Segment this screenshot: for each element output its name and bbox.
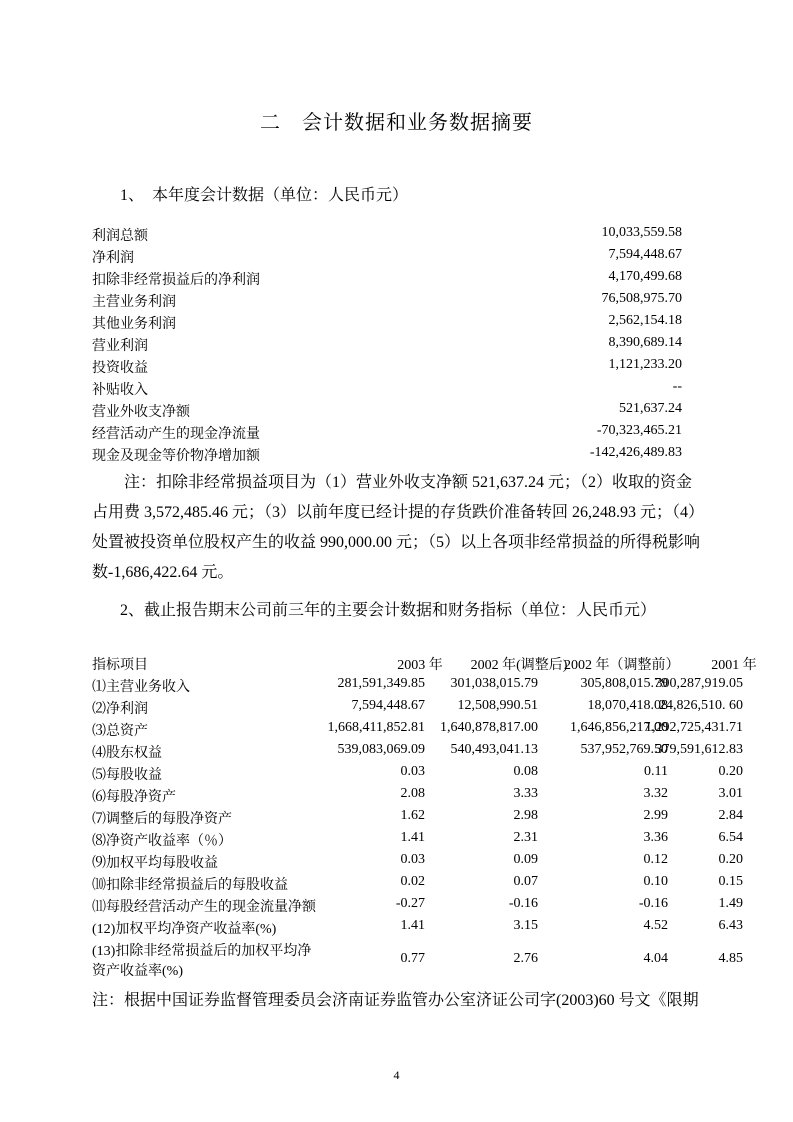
value-cell: 12,508,990.51 bbox=[457, 698, 538, 713]
value-cell: 6.54 bbox=[718, 830, 743, 845]
row-label: ⑹每股净资产 bbox=[92, 790, 176, 805]
value-cell: 1,640,878,817.00 bbox=[440, 720, 538, 735]
value-cell: 1,292,725,431.71 bbox=[645, 720, 743, 735]
row-label: 利润总额 bbox=[92, 229, 148, 244]
value-cell: 3.01 bbox=[718, 786, 743, 801]
row-label: 营业外收支净额 bbox=[92, 405, 190, 420]
value-cell: 0.08 bbox=[513, 764, 538, 779]
value-cell: 379,591,612.83 bbox=[655, 742, 743, 757]
table-row bbox=[92, 335, 682, 357]
value-cell: 0.20 bbox=[718, 852, 743, 867]
row-value: 7,594,448.67 bbox=[608, 247, 682, 262]
row-label: ⑼加权平均每股收益 bbox=[92, 856, 218, 871]
value-cell: 3.15 bbox=[513, 918, 538, 933]
value-cell: 2.31 bbox=[513, 830, 538, 845]
row-label: ⑶总资产 bbox=[92, 724, 148, 739]
row-value: 521,637.24 bbox=[619, 401, 682, 416]
value-cell: 4.85 bbox=[718, 951, 743, 966]
value-cell: 305,808,015.79 bbox=[580, 676, 668, 691]
table-row bbox=[92, 764, 742, 786]
row-label: 净利润 bbox=[92, 251, 134, 266]
table-row bbox=[92, 896, 742, 918]
value-cell: 3.33 bbox=[513, 786, 538, 801]
value-cell: -0.16 bbox=[638, 896, 668, 911]
value-cell: 3.36 bbox=[643, 830, 668, 845]
value-cell: 1.62 bbox=[400, 808, 425, 823]
table-header-row bbox=[92, 654, 757, 676]
row-label: ⑴主营业务收入 bbox=[92, 680, 190, 695]
value-cell: 3.32 bbox=[643, 786, 668, 801]
row-label: ⑺调整后的每股净资产 bbox=[92, 812, 232, 827]
value-cell: 0.77 bbox=[400, 951, 425, 966]
value-cell: 0.20 bbox=[718, 764, 743, 779]
header-cell: 2001 年 bbox=[711, 658, 757, 673]
value-cell: 0.11 bbox=[644, 764, 668, 779]
note-line: 注：扣除非经常损益项目为（1）营业外收支净额 521,637.24 元；（2）收取的资金 bbox=[92, 474, 693, 491]
row-value: 76,508,975.70 bbox=[601, 291, 682, 306]
table-row bbox=[92, 852, 742, 874]
value-cell: 301,038,015.79 bbox=[450, 676, 538, 691]
note-line: 数-1,686,422.64 元。 bbox=[92, 564, 234, 581]
table-row bbox=[92, 786, 742, 808]
value-cell: 1.41 bbox=[400, 830, 425, 845]
value-cell: 18,070,418.08 bbox=[587, 698, 668, 713]
value-cell: 0.09 bbox=[513, 852, 538, 867]
table-row bbox=[92, 445, 682, 467]
value-cell: 0.03 bbox=[400, 764, 425, 779]
header-cell: 2002 年（调整前） bbox=[564, 658, 680, 673]
value-cell: 300,287,919.05 bbox=[655, 676, 743, 691]
value-cell: 24,826,510. 60 bbox=[659, 698, 743, 713]
row-label: (12)加权平均净资产收益率(%) bbox=[92, 922, 277, 937]
table-row bbox=[92, 225, 682, 247]
row-label: ⑾每股经营活动产生的现金流量净额 bbox=[92, 900, 316, 915]
value-cell: 1.41 bbox=[400, 918, 425, 933]
table-row bbox=[92, 808, 742, 830]
table-row bbox=[92, 357, 682, 379]
note-line: 占用费 3,572,485.46 元；（3）以前年度已经计提的存货跌价准备转回 26,248.93 元；（4） bbox=[92, 504, 705, 521]
value-cell: 0.12 bbox=[643, 852, 668, 867]
value-cell: -0.27 bbox=[395, 896, 425, 911]
table-row bbox=[92, 291, 682, 313]
row-label: (13)扣除非经常损益后的加权平均净 bbox=[92, 944, 312, 959]
value-cell: 1,646,856,217.00 bbox=[570, 720, 668, 735]
value-cell: 0.03 bbox=[400, 852, 425, 867]
row-value: 1,121,233.20 bbox=[608, 357, 682, 372]
table-row bbox=[92, 269, 682, 291]
table-row bbox=[92, 379, 682, 401]
value-cell: 2.98 bbox=[513, 808, 538, 823]
row-label: ⑵净利润 bbox=[92, 702, 148, 717]
row-label-cont: 资产收益率(%) bbox=[92, 964, 183, 979]
value-cell: 6.43 bbox=[718, 918, 743, 933]
row-value: 8,390,689.14 bbox=[608, 335, 682, 350]
value-cell: 2.08 bbox=[400, 786, 425, 801]
value-cell: 539,083,069.09 bbox=[337, 742, 425, 757]
section1-heading: 1、 本年度会计数据（单位：人民币元） bbox=[120, 187, 409, 204]
section2-heading: 2、截止报告期末公司前三年的主要会计数据和财务指标（单位：人民币元） bbox=[120, 602, 657, 619]
header-cell: 2003 年 bbox=[397, 658, 443, 673]
value-cell: 537,952,769.50 bbox=[580, 742, 668, 757]
table-row bbox=[92, 401, 682, 423]
row-label: ⑽扣除非经常损益后的每股收益 bbox=[92, 878, 288, 893]
value-cell: 281,591,349.85 bbox=[337, 676, 425, 691]
row-label: 现金及现金等价物净增加额 bbox=[92, 449, 260, 464]
table-row bbox=[92, 313, 682, 335]
value-cell: 1.49 bbox=[718, 896, 743, 911]
table-row bbox=[92, 940, 742, 984]
row-label: 营业利润 bbox=[92, 339, 148, 354]
row-label: 主营业务利润 bbox=[92, 295, 176, 310]
row-label: 其他业务利润 bbox=[92, 317, 176, 332]
row-label: ⑸每股收益 bbox=[92, 768, 162, 783]
table-row bbox=[92, 742, 742, 764]
value-cell: 2.84 bbox=[718, 808, 743, 823]
value-cell: 4.52 bbox=[643, 918, 668, 933]
row-value: 10,033,559.58 bbox=[601, 225, 682, 240]
value-cell: 1,668,411,852.81 bbox=[327, 720, 425, 735]
table-row bbox=[92, 830, 742, 852]
section2-note: 注：根据中国证券监督管理委员会济南证券监管办公室济证公司字(2003)60 号文《限期 bbox=[92, 992, 699, 1009]
value-cell: 2.76 bbox=[513, 951, 538, 966]
header-cell: 指标项目 bbox=[92, 658, 148, 673]
row-label: ⑷股东权益 bbox=[92, 746, 162, 761]
value-cell: 2.99 bbox=[643, 808, 668, 823]
table-row bbox=[92, 720, 742, 742]
table-row bbox=[92, 698, 742, 720]
value-cell: 4.04 bbox=[643, 951, 668, 966]
value-cell: -0.16 bbox=[508, 896, 538, 911]
row-label: 投资收益 bbox=[92, 361, 148, 376]
note-line: 处置被投资单位股权产生的收益 990,000.00 元；（5）以上各项非经常损益的所得税影响 bbox=[92, 534, 701, 551]
table-row bbox=[92, 676, 742, 698]
row-value: 2,562,154.18 bbox=[608, 313, 682, 328]
row-label: 经营活动产生的现金净流量 bbox=[92, 427, 260, 442]
row-value: -142,426,489.83 bbox=[589, 445, 682, 460]
table-row bbox=[92, 247, 682, 269]
page-number: 4 bbox=[393, 1068, 400, 1082]
row-label: 补贴收入 bbox=[92, 383, 148, 398]
row-label: ⑻净资产收益率（％） bbox=[92, 834, 232, 849]
value-cell: 0.02 bbox=[400, 874, 425, 889]
row-value: -- bbox=[672, 379, 682, 394]
row-value: -70,323,465.21 bbox=[596, 423, 682, 438]
table-row bbox=[92, 918, 742, 940]
row-label: 扣除非经常损益后的净利润 bbox=[92, 273, 260, 288]
value-cell: 7,594,448.67 bbox=[351, 698, 425, 713]
value-cell: 0.15 bbox=[718, 874, 743, 889]
value-cell: 0.07 bbox=[513, 874, 538, 889]
value-cell: 0.10 bbox=[643, 874, 668, 889]
value-cell: 540,493,041.13 bbox=[450, 742, 538, 757]
table-row bbox=[92, 423, 682, 445]
row-value: 4,170,499.68 bbox=[608, 269, 682, 284]
table-row bbox=[92, 874, 742, 896]
page-title: 二 会计数据和业务数据摘要 bbox=[260, 112, 533, 134]
header-cell: 2002 年(调整后) bbox=[470, 658, 568, 673]
